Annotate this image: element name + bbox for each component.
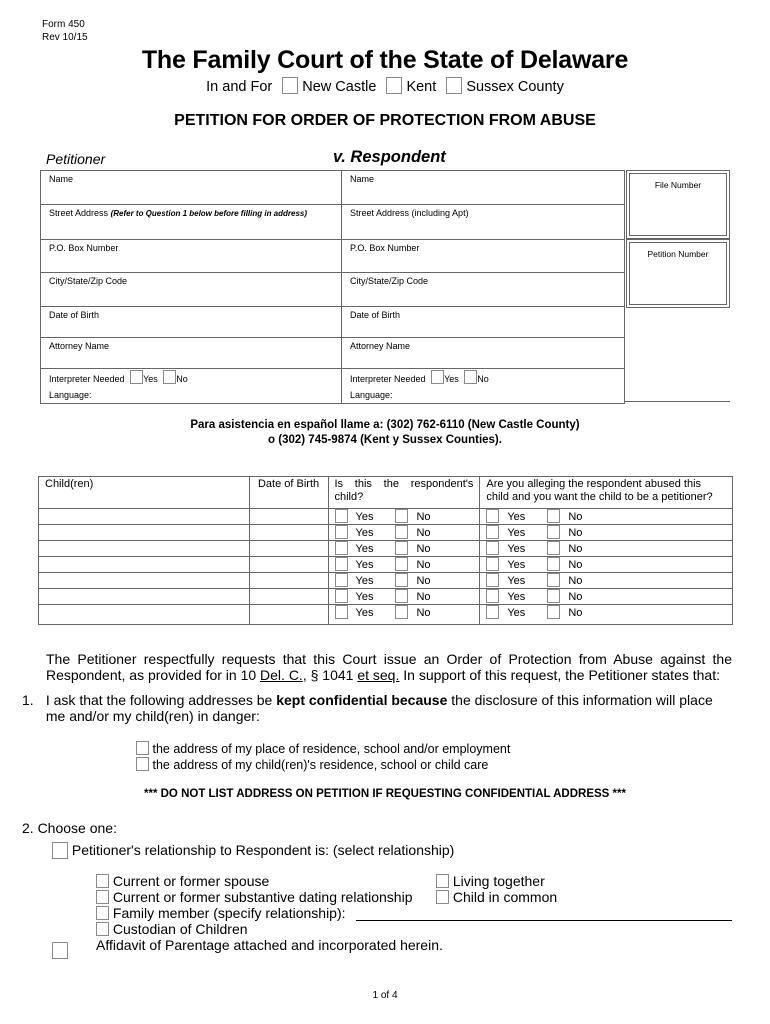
child-name-cell[interactable] — [39, 541, 250, 557]
petitioner-city-field[interactable]: City/State/Zip Code — [41, 273, 342, 307]
petitioner-po-box-field[interactable]: P.O. Box Number — [41, 240, 342, 273]
new-castle-checkbox[interactable] — [282, 77, 298, 94]
respondent-po-box-field[interactable]: P.O. Box Number — [342, 240, 625, 273]
respondent-interpreter-no-checkbox[interactable] — [464, 370, 477, 384]
spanish-notice: Para asistencia en español llame a: (302) 762-6110 (New Castle County) o (302) 745-9874 (Kent y Sussex Counties). — [190, 419, 580, 446]
confidential-options — [136, 741, 510, 773]
child-dob-cell[interactable] — [249, 541, 328, 557]
relationship-checkbox[interactable] — [52, 842, 68, 859]
respondent-child-yes-checkbox[interactable] — [335, 605, 348, 619]
child-petitioner-cell: Yes No — [480, 605, 733, 625]
child-dob-cell[interactable] — [249, 573, 328, 589]
respondent-child-no-checkbox[interactable] — [395, 589, 408, 603]
child-petitioner-cell: Yes No — [480, 509, 733, 525]
county-selector — [0, 77, 770, 95]
child-petitioner-yes-checkbox[interactable] — [486, 605, 499, 619]
in-and-for-label: In and For — [206, 79, 273, 95]
respondent-child-cell: Yes No — [328, 605, 480, 625]
confidential-warning: *** DO NOT LIST ADDRESS ON PETITION IF REQUESTING CONFIDENTIAL ADDRESS *** — [144, 788, 626, 800]
child-in-common-checkbox[interactable] — [436, 890, 449, 904]
petitioner-dob-field[interactable]: Date of Birth — [41, 307, 342, 338]
affidavit-option — [52, 942, 68, 962]
spouse-checkbox[interactable] — [96, 874, 109, 888]
child-petitioner-no-checkbox[interactable] — [547, 605, 560, 619]
child-name-cell[interactable] — [39, 509, 250, 525]
respondent-street-field[interactable]: Street Address (including Apt) — [342, 205, 625, 240]
respondent-child-yes-checkbox[interactable] — [335, 573, 348, 587]
child-dob-cell[interactable] — [249, 525, 328, 541]
child-petitioner-yes-checkbox[interactable] — [486, 541, 499, 555]
petitioner-language-label: Language: — [49, 390, 92, 400]
petition-title: PETITION FOR ORDER OF PROTECTION FROM ABUSE — [174, 112, 596, 129]
parties-table — [40, 170, 625, 404]
relationship-label: Petitioner's relationship to Respondent is: (select relationship) — [71, 842, 455, 858]
child-name-cell[interactable] — [39, 573, 250, 589]
children-header-petitioner: Are you alleging the respondent abused this child and you want the child to be a petitioner? — [480, 477, 733, 509]
respondent-child-no-checkbox[interactable] — [395, 541, 408, 555]
child-row — [39, 557, 733, 573]
child-row — [39, 589, 733, 605]
respondent-heading: v. Respondent — [333, 148, 446, 166]
affidavit-label: Affidavit of Parentage attached and incorporated herein. — [96, 937, 443, 953]
affidavit-checkbox[interactable] — [52, 942, 68, 959]
child-petitioner-cell: Yes No — [480, 589, 733, 605]
child-petitioner-cell: Yes No — [480, 541, 733, 557]
child-petitioner-no-checkbox[interactable] — [547, 557, 560, 571]
child-petitioner-yes-checkbox[interactable] — [486, 509, 499, 523]
petitioner-name-field[interactable]: Name — [41, 171, 342, 205]
petitioner-street-field[interactable]: Street Address (Refer to Question 1 below before filling in address) — [41, 205, 342, 240]
child-row — [39, 605, 733, 625]
relationship-list-right: Living together Child in common — [436, 873, 557, 905]
child-petitioner-yes-checkbox[interactable] — [486, 589, 499, 603]
question-1: 1. I ask that the following addresses be kept confidential because the disclosure of this information will place me and/or my child(ren) in danger: — [22, 692, 722, 724]
petitioner-attorney-field[interactable]: Attorney Name — [41, 338, 342, 369]
children-header-dob: Date of Birth — [249, 477, 328, 509]
child-row — [39, 573, 733, 589]
sussex-checkbox[interactable] — [446, 77, 462, 94]
child-petitioner-cell: Yes No — [480, 525, 733, 541]
form-id — [42, 18, 88, 44]
child-petitioner-yes-checkbox[interactable] — [486, 525, 499, 539]
respondent-dob-field[interactable]: Date of Birth — [342, 307, 625, 338]
respondent-child-yes-checkbox[interactable] — [335, 557, 348, 571]
children-header-respondent-child: Is this the respondent's child? — [328, 477, 480, 509]
child-petitioner-no-checkbox[interactable] — [547, 525, 560, 539]
relationship-option — [52, 842, 454, 859]
family-member-checkbox[interactable] — [96, 906, 109, 920]
child-petitioner-no-checkbox[interactable] — [547, 589, 560, 603]
page-number: 1 of 4 — [372, 990, 398, 1001]
respondent-child-no-checkbox[interactable] — [395, 573, 408, 587]
petitioner-interpreter: Interpreter Needed Yes No Language: — [41, 369, 342, 404]
confidential-children-label: the address of my child(ren)'s residence, school or child care — [152, 758, 489, 772]
relationship-list-left: Current or former spouse Current or former substantive dating relationship Family member (specify relationship): Custodian of Children Affidavit of Parentage attached and incorporated herein. — [96, 873, 443, 953]
child-dob-cell[interactable] — [249, 589, 328, 605]
respondent-child-yes-checkbox[interactable] — [335, 525, 348, 539]
child-petitioner-no-checkbox[interactable] — [547, 573, 560, 587]
form-number: Form 450 — [42, 19, 85, 30]
kent-checkbox[interactable] — [386, 77, 402, 94]
respondent-child-no-checkbox[interactable] — [395, 605, 408, 619]
dating-checkbox[interactable] — [96, 890, 109, 904]
living-together-checkbox[interactable] — [436, 874, 449, 888]
child-petitioner-no-checkbox[interactable] — [547, 541, 560, 555]
right-column-baseline — [624, 401, 730, 402]
confidential-residence-label: the address of my place of residence, school and/or employment — [152, 742, 511, 756]
right-column-divider — [624, 170, 625, 402]
petitioner-interpreter-no-checkbox[interactable] — [163, 370, 176, 384]
child-name-cell[interactable] — [39, 525, 250, 541]
petition-number-box[interactable] — [626, 239, 730, 308]
child-petitioner-no-checkbox[interactable] — [547, 509, 560, 523]
custodian-checkbox[interactable] — [96, 922, 109, 936]
children-table — [38, 476, 733, 625]
child-dob-cell[interactable] — [249, 509, 328, 525]
respondent-language-label: Language: — [350, 390, 393, 400]
petition-number-label: Petition Number — [629, 242, 727, 305]
file-number-label: File Number — [629, 173, 727, 236]
respondent-city-field[interactable]: City/State/Zip Code — [342, 273, 625, 307]
child-row — [39, 509, 733, 525]
family-relationship-input-line[interactable] — [356, 920, 732, 921]
respondent-child-no-checkbox[interactable] — [395, 509, 408, 523]
respondent-attorney-field[interactable]: Attorney Name — [342, 338, 625, 369]
respondent-child-cell: Yes No — [328, 573, 480, 589]
question-2-label: 2. Choose one: — [22, 820, 117, 836]
respondent-interpreter: Interpreter Needed Yes No Language: — [342, 369, 625, 404]
child-dob-cell[interactable] — [249, 557, 328, 573]
kent-label: Kent — [406, 79, 437, 95]
respondent-child-cell: Yes No — [328, 589, 480, 605]
respondent-child-cell: Yes No — [328, 525, 480, 541]
petitioner-heading: Petitioner — [46, 151, 106, 167]
question-1-text: I ask that the following addresses be kept confidential because the disclosure of this information will place me and/or my child(ren) in danger: — [45, 692, 713, 724]
respondent-child-cell: Yes No — [328, 509, 480, 525]
intro-paragraph: The Petitioner respectfully requests that this Court issue an Order of Protection from Abuse against the Respondent, as provided for in 10 Del. C., § 1041 et seq. In support of this request, the Petitioner states that: — [46, 651, 732, 683]
children-header-name: Child(ren) — [39, 477, 250, 509]
child-petitioner-yes-checkbox[interactable] — [486, 573, 499, 587]
confidential-children-checkbox[interactable] — [136, 757, 149, 771]
new-castle-label: New Castle — [302, 79, 377, 95]
respondent-child-no-checkbox[interactable] — [395, 557, 408, 571]
child-name-cell[interactable] — [39, 557, 250, 573]
child-row — [39, 525, 733, 541]
child-row — [39, 541, 733, 557]
child-dob-cell[interactable] — [249, 605, 328, 625]
respondent-name-field[interactable]: Name — [342, 171, 625, 205]
confidential-residence-checkbox[interactable] — [136, 741, 149, 755]
sussex-label: Sussex County — [466, 79, 564, 95]
form-revision: Rev 10/15 — [42, 32, 88, 43]
respondent-child-cell: Yes No — [328, 541, 480, 557]
respondent-child-no-checkbox[interactable] — [395, 525, 408, 539]
petitioner-interpreter-yes-checkbox[interactable] — [130, 370, 143, 384]
child-petitioner-cell: Yes No — [480, 557, 733, 573]
respondent-interpreter-yes-checkbox[interactable] — [431, 370, 444, 384]
child-name-cell[interactable] — [39, 605, 250, 625]
respondent-child-yes-checkbox[interactable] — [335, 589, 348, 603]
respondent-child-yes-checkbox[interactable] — [335, 509, 348, 523]
child-petitioner-cell: Yes No — [480, 573, 733, 589]
child-petitioner-yes-checkbox[interactable] — [486, 557, 499, 571]
child-name-cell[interactable] — [39, 589, 250, 605]
respondent-child-cell: Yes No — [328, 557, 480, 573]
court-title: The Family Court of the State of Delaware — [141, 46, 629, 74]
file-number-box[interactable] — [626, 170, 730, 239]
respondent-child-yes-checkbox[interactable] — [335, 541, 348, 555]
